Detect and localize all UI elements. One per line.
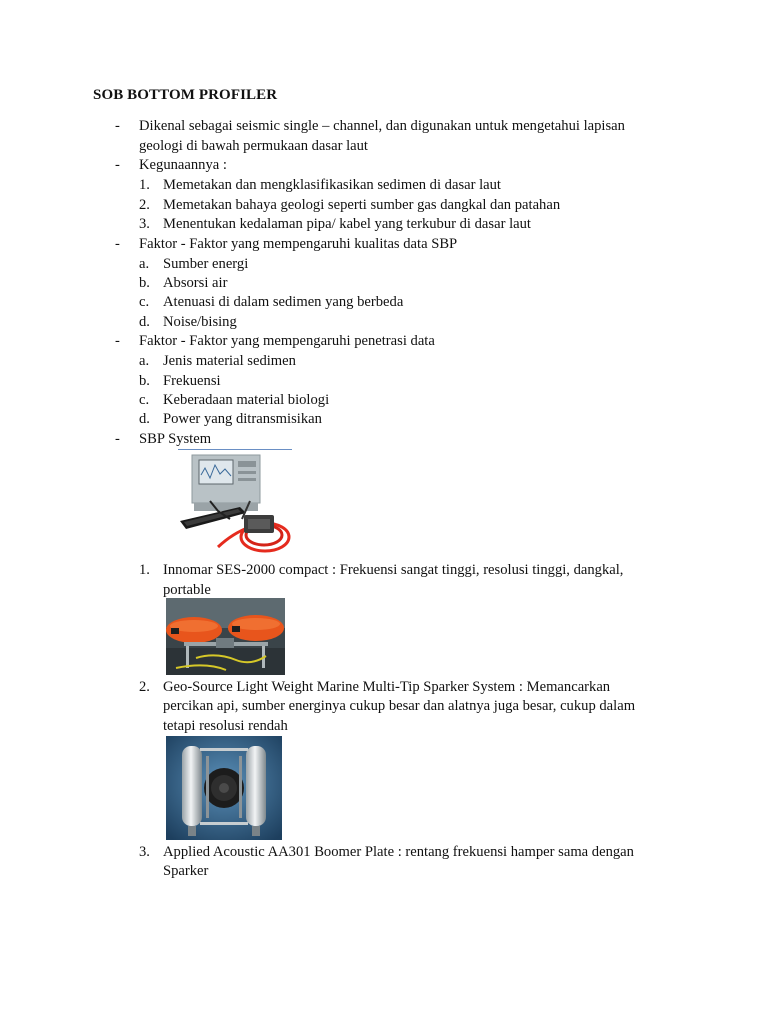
- system-description-line: portable: [163, 582, 211, 598]
- list-marker: c.: [139, 294, 150, 310]
- system-description-line: Geo-Source Light Weight Marine Multi-Tip Sparker System : Memancarkan: [163, 679, 611, 695]
- list-marker: 1.: [139, 177, 150, 193]
- list-item: Absorsi air: [163, 275, 228, 291]
- sparker-system-photo: [166, 598, 285, 675]
- boomer-plate-photo: [166, 736, 282, 840]
- document-title: SOB BOTTOM PROFILER: [93, 87, 278, 103]
- list-marker: d.: [139, 314, 150, 330]
- bullet-dash: -: [115, 157, 120, 173]
- list-item: Power yang ditransmisikan: [163, 411, 322, 427]
- list-item: Memetakan dan mengklasifikasikan sedimen di dasar laut: [163, 177, 501, 193]
- list-item: Atenuasi di dalam sedimen yang berbeda: [163, 294, 404, 310]
- sbp-system-heading: SBP System: [139, 431, 212, 447]
- bullet-dash: -: [115, 333, 120, 349]
- system-description-line: Applied Acoustic AA301 Boomer Plate : rentang frekuensi hamper sama dengan: [163, 844, 634, 860]
- faktor-penetrasi-heading: Faktor - Faktor yang mempengaruhi penetrasi data: [139, 333, 435, 349]
- list-marker: 2.: [139, 679, 150, 695]
- system-description-line: Innomar SES-2000 compact : Frekuensi sangat tinggi, resolusi tinggi, dangkal,: [163, 562, 624, 578]
- list-item: Menentukan kedalaman pipa/ kabel yang terkubur di dasar laut: [163, 216, 531, 232]
- list-marker: 2.: [139, 197, 150, 213]
- list-item: Keberadaan material biologi: [163, 392, 330, 408]
- list-item: Memetakan bahaya geologi seperti sumber gas dangkal dan patahan: [163, 197, 561, 213]
- faktor-kualitas-heading: Faktor - Faktor yang mempengaruhi kualitas data SBP: [139, 236, 458, 252]
- system-description-line: Sparker: [163, 863, 209, 879]
- list-marker: c.: [139, 392, 150, 408]
- intro-line-2: geologi di bawah permukaan dasar laut: [139, 138, 368, 154]
- bullet-dash: -: [115, 236, 120, 252]
- system-description-line: tetapi resolusi rendah: [163, 718, 288, 734]
- bullet-dash: -: [115, 118, 120, 134]
- bullet-dash: -: [115, 431, 120, 447]
- system-description-line: percikan api, sumber energinya cukup besar dan alatnya juga besar, cukup dalam: [163, 698, 636, 714]
- list-marker: b.: [139, 373, 150, 389]
- list-marker: 3.: [139, 216, 150, 232]
- innomar-ses2000-photo: [178, 449, 292, 557]
- intro-line-1: Dikenal sebagai seismic single – channel, dan digunakan untuk mengetahui lapisan: [139, 118, 625, 134]
- list-marker: a.: [139, 353, 150, 369]
- list-marker: a.: [139, 256, 150, 272]
- kegunaan-heading: Kegunaannya :: [139, 157, 227, 173]
- list-item: Jenis material sedimen: [163, 353, 296, 369]
- list-item: Sumber energi: [163, 256, 249, 272]
- list-marker: 1.: [139, 562, 150, 578]
- list-item: Noise/bising: [163, 314, 237, 330]
- list-item: Frekuensi: [163, 373, 221, 389]
- list-marker: 3.: [139, 844, 150, 860]
- list-marker: b.: [139, 275, 150, 291]
- list-marker: d.: [139, 411, 150, 427]
